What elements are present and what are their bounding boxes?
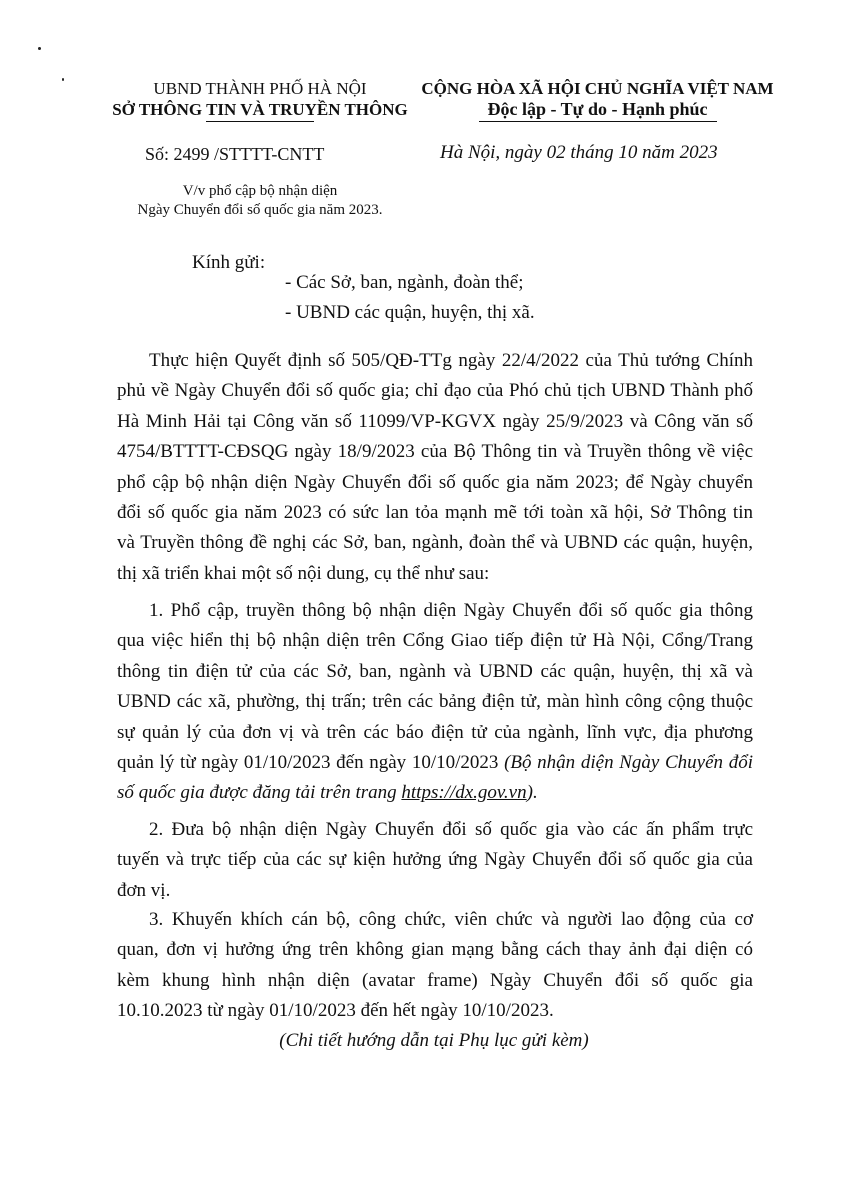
- scan-speck: [62, 78, 64, 81]
- paragraph-line: quan, đơn vị hưởng ứng trên không gian mạng bằng cách thay ảnh đại diện có: [117, 939, 753, 961]
- issuing-agency-name: SỞ THÔNG TIN VÀ TRUYỀN THÔNG: [112, 100, 408, 119]
- paragraph-line: 3. Khuyến khích cán bộ, công chức, viên chức và người lao động của cơ: [149, 909, 753, 930]
- recipients-title: Kính gửi:: [192, 252, 266, 273]
- paragraph-line: đổi số quốc gia năm 2023 có sức lan tỏa mạnh mẽ tới toàn xã hội, Sở Thông tin: [117, 502, 753, 524]
- issuing-agency-block: [105, 78, 415, 122]
- document-subject: [105, 182, 415, 220]
- item-1-paragraph: [117, 596, 753, 809]
- paragraph-line: 2. Đưa bộ nhận diện Ngày Chuyển đổi số quốc gia vào các ấn phẩm trực: [149, 819, 753, 840]
- paragraph-line: tuyến và trực tiếp của các sự kiện hưởng ứng Ngày Chuyển đổi số quốc gia của: [117, 849, 753, 871]
- paragraph-line: phổ cập bộ nhận diện Ngày Chuyển đổi số quốc gia năm 2023; để Ngày chuyển: [117, 471, 753, 493]
- paragraph-line: UBND các xã, phường, thị trấn; trên các bảng điện tử, màn hình công cộng thuộc: [117, 691, 753, 713]
- paragraph-line: [117, 748, 753, 778]
- item-3-paragraph: [117, 905, 753, 1027]
- recipient-item: - UBND các quận, huyện, thị xã.: [285, 302, 535, 323]
- paragraph-line: 4754/BTTTT-CĐSQG ngày 18/9/2023 của Bộ Thông tin và Truyền thông về việc: [117, 441, 753, 463]
- document-date: Hà Nội, ngày 02 tháng 10 năm 2023: [440, 142, 718, 163]
- italic-note: số quốc gia được đăng tải trên trang: [117, 782, 402, 804]
- paragraph-line: qua việc hiển thị bộ nhận diện trên Cổng Giao tiếp điện tử Hà Nội, Cổng/Trang: [117, 630, 753, 652]
- italic-note-end: ).: [526, 782, 538, 804]
- paragraph-line: kèm khung hình nhận diện (avatar frame) Ngày Chuyển đổi số quốc gia: [117, 969, 753, 991]
- national-title: CỘNG HÒA XÃ HỘI CHỦ NGHĨA VIỆT NAM: [421, 79, 774, 98]
- paragraph-line: thị xã triển khai một số nội dung, cụ thể như sau:: [117, 562, 490, 584]
- paragraph-line: và Truyền thông đề nghị các Sở, ban, ngành, đoàn thể và UBND các quận, huyện,: [117, 532, 753, 554]
- document-number: Số: 2499 /STTTT-CNTT: [145, 144, 325, 164]
- subject-line: Ngày Chuyển đổi số quốc gia năm 2023.: [137, 202, 383, 218]
- issuing-agency-parent: UBND THÀNH PHỐ HÀ NỘI: [153, 79, 367, 98]
- recipient-item: - Các Sở, ban, ngành, đoàn thể;: [285, 272, 524, 293]
- paragraph-line: thông tin điện tử của các Sở, ban, ngành và UBND các quận, huyện, thị xã và: [117, 660, 753, 682]
- national-motto: Độc lập - Tự do - Hạnh phúc: [487, 99, 708, 119]
- paragraph-line: đơn vị.: [117, 879, 171, 901]
- paragraph-line: Hà Minh Hải tại Công văn số 11099/VP-KGVX ngày 25/9/2023 và Công văn số: [117, 410, 753, 432]
- paragraph-line: [117, 778, 753, 808]
- motto-underline: [479, 121, 717, 122]
- italic-note: (Bộ nhận diện Ngày Chuyển đổi: [504, 752, 754, 774]
- agency-underline: [206, 121, 314, 122]
- item-2-paragraph: [117, 815, 753, 906]
- paragraph-line: 1. Phổ cập, truyền thông bộ nhận diện Ngày Chuyển đổi số quốc gia thông: [149, 600, 753, 621]
- intro-paragraph: [117, 346, 753, 589]
- paragraph-line: phủ về Ngày Chuyển đổi số quốc gia; chỉ đạo của Phó chủ tịch UBND Thành phố: [117, 380, 753, 402]
- subject-line: V/v phổ cập bộ nhận diện: [182, 183, 338, 199]
- national-motto-block: [415, 78, 780, 122]
- line-text: quản lý từ ngày 01/10/2023 đến ngày 10/10/2023: [117, 752, 505, 774]
- paragraph-line: Thực hiện Quyết định số 505/QĐ-TTg ngày 22/4/2022 của Thủ tướng Chính: [149, 350, 753, 371]
- scan-speck: [38, 47, 41, 50]
- appendix-note: (Chi tiết hướng dẫn tại Phụ lục gửi kèm): [279, 1030, 589, 1051]
- website-link[interactable]: https://dx.gov.vn: [401, 782, 527, 804]
- paragraph-line: sự quản lý của đơn vị và trên các báo điện tử của ngành, lĩnh vực, địa phương: [117, 721, 753, 743]
- paragraph-line: 10.10.2023 từ ngày 01/10/2023 đến hết ngày 10/10/2023.: [117, 1000, 554, 1022]
